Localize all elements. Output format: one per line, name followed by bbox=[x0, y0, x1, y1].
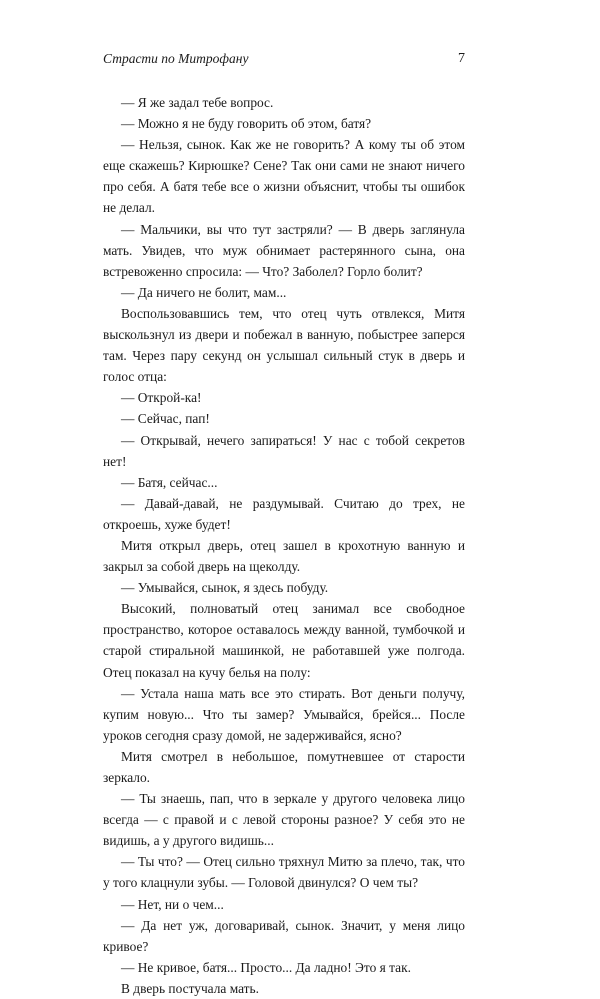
book-title: Страсти по Митрофану bbox=[103, 51, 249, 66]
paragraph: — Мальчики, вы что тут застряли? — В дверь заглянула мать. Увидев, что муж обнимает растерянного сына, она встревоженно спросила: — Что? Заболел? Горло болит? bbox=[103, 221, 465, 279]
running-header bbox=[103, 50, 465, 70]
paragraph: — Батя, сейчас... bbox=[121, 474, 218, 490]
paragraph: Воспользовавшись тем, что отец чуть отвлекся, Митя выскользнул из двери и побежал в ванную, побыстрее заперся там. Через пару секунд он услышал сильный стук в дверь и голос отца: bbox=[103, 305, 465, 385]
paragraph: Высокий, полноватый отец занимал все свободное пространство, которое оставалось между ванной, тумбочкой и старой стиральной машинкой, не работавшей уже полгода. Отец показал на кучу белья на полу: bbox=[103, 601, 465, 680]
paragraph: — Умывайся, сынок, я здесь побуду. bbox=[121, 580, 329, 596]
paragraph: Митя смотрел в небольшое, помутневшее от старости зеркало. bbox=[103, 748, 465, 785]
paragraph: Митя открыл дверь, отец зашел в крохотную ванную и закрыл за собой дверь на щеколду. bbox=[103, 537, 465, 575]
paragraph: — Устала наша мать все это стирать. Вот деньги получу, купим новую... Что ты замер? Умывайся, брейся... После уроков сегодня сразу домой, не задерживайся, ясно? bbox=[103, 685, 465, 743]
paragraph: — Ты знаешь, пап, что в зеркале у другого человека лицо всегда — с правой и с левой стороны разное? У себя это не видишь, а у другого видишь... bbox=[103, 791, 465, 849]
page-number: 7 bbox=[458, 51, 465, 66]
paragraph: — Открой-ка! bbox=[121, 390, 202, 406]
paragraph: — Нет, ни о чем... bbox=[121, 896, 224, 912]
text-body bbox=[103, 92, 465, 999]
paragraph: — Нельзя, сынок. Как же не говорить? А кому ты об этом еще скажешь? Кирюшке? Сене? Так они сами не знают ничего про себя. А батя тебе все о жизни объяснит, чтобы ты ошибок не делал. bbox=[103, 137, 465, 216]
paragraph: — Я же задал тебе вопрос. bbox=[121, 95, 274, 110]
paragraph: — Да ничего не болит, мам... bbox=[121, 284, 287, 300]
paragraph: — Не кривое, батя... Просто... Да ладно! Это я так. bbox=[121, 959, 411, 975]
paragraph: — Сейчас, пап! bbox=[121, 411, 210, 427]
paragraph: — Давай-давай, не раздумывай. Считаю до трех, не откроешь, хуже будет! bbox=[103, 495, 465, 532]
paragraph: В дверь постучала мать. bbox=[121, 980, 259, 996]
paragraph: — Можно я не буду говорить об этом, батя? bbox=[121, 116, 372, 132]
paragraph: — Ты что? — Отец сильно тряхнул Митю за плечо, так, что у того клацнули зубы. — Головой двинулся? О чем ты? bbox=[103, 854, 465, 891]
paragraph: — Открывай, нечего запираться! У нас с тобой секретов нет! bbox=[103, 432, 465, 469]
paragraph: — Да нет уж, договаривай, сынок. Значит, у меня лицо кривое? bbox=[103, 917, 465, 954]
